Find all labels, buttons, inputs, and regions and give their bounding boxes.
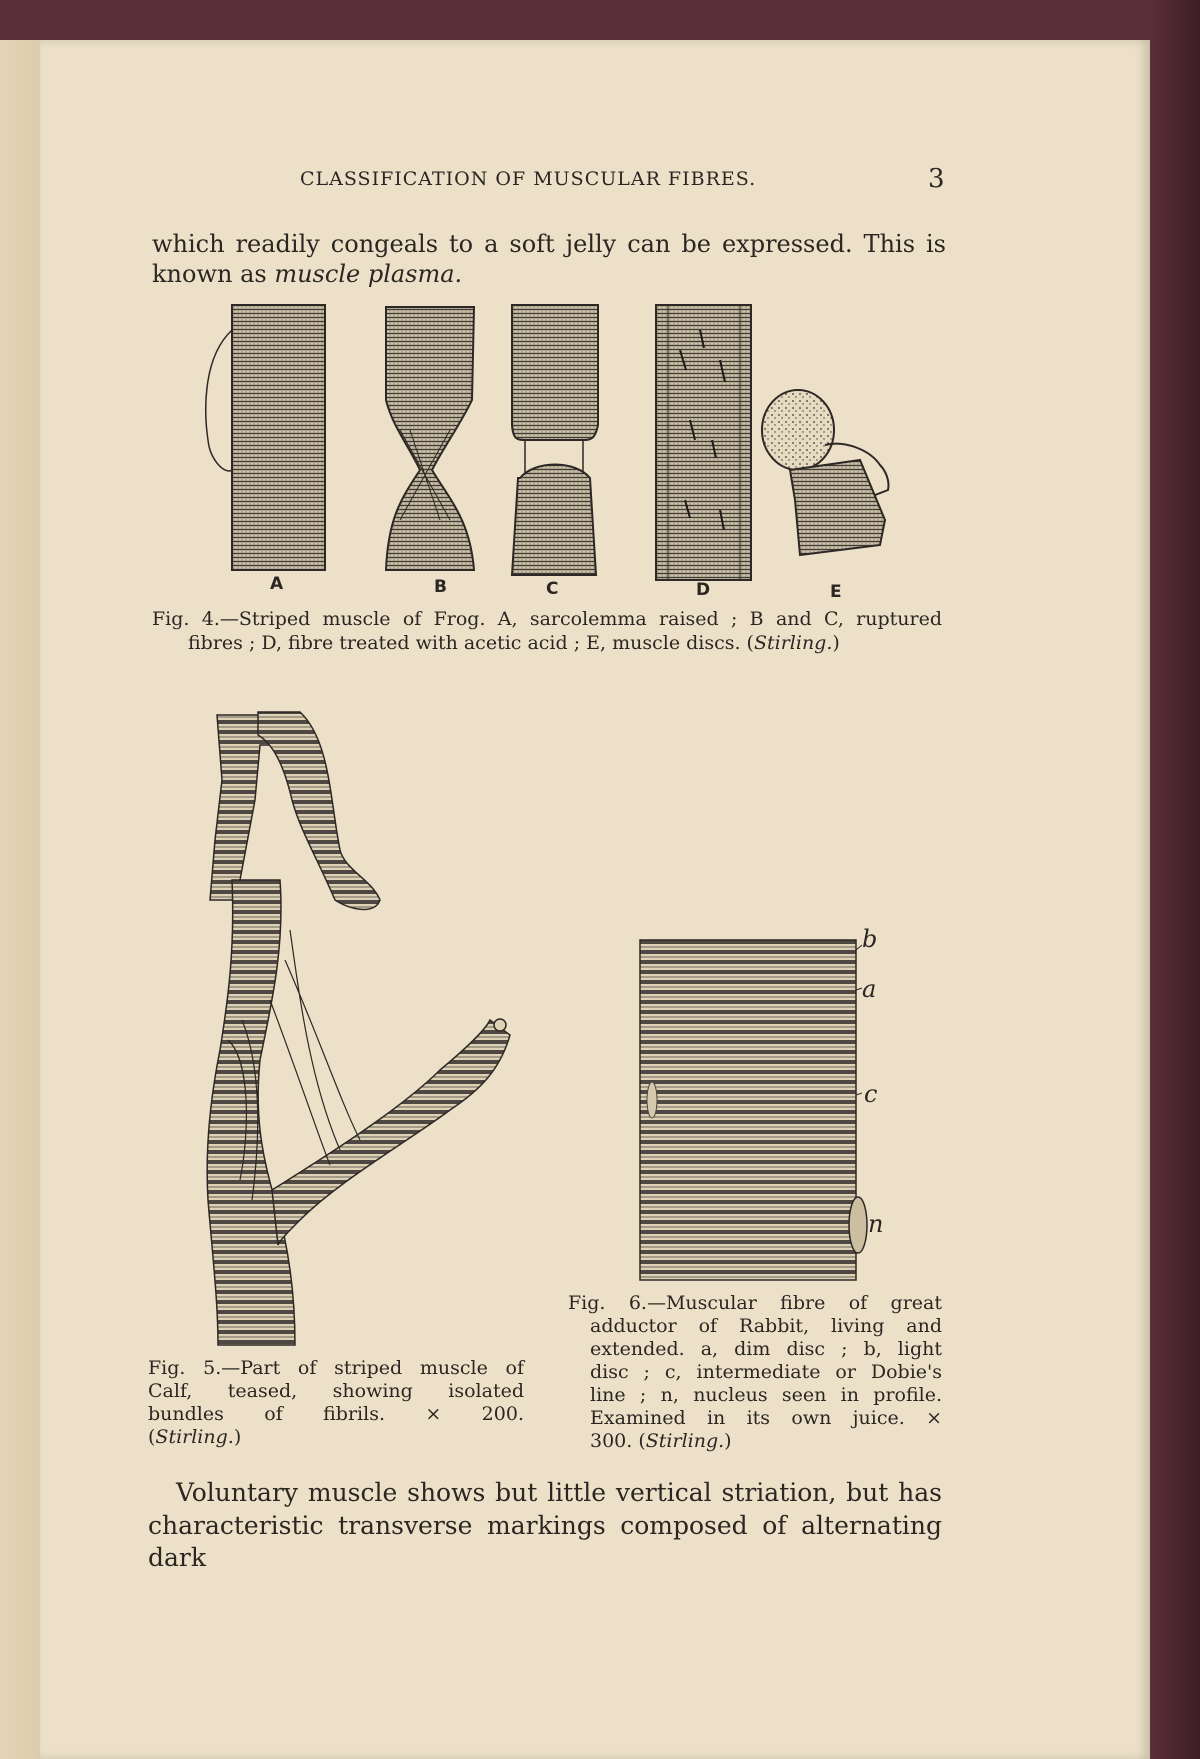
fig4-letter-a: A: [270, 574, 284, 594]
fig4-caption-line-1: Fig. 4.—Striped muscle of Frog. A, sarcolemma raised ; B and C, ruptured: [152, 608, 942, 630]
fig6-label-n: n: [868, 1210, 884, 1238]
fig6-caption-line-7-close: ): [724, 1430, 732, 1452]
fig5-caption-line-3: bundles of fibrils. × 200.: [148, 1403, 524, 1425]
fig4-caption-line-2-end: ): [832, 632, 840, 654]
fig5-caption-attribution: Stirling.: [155, 1426, 234, 1448]
closing-line-2: characteristic transverse markings composed of alternating dark: [148, 1511, 942, 1572]
fig6-caption-line-1: Fig. 6.—Muscular fibre of great: [568, 1292, 942, 1314]
fig6-label-a: a: [862, 975, 877, 1003]
fig6-label-c: c: [864, 1080, 878, 1108]
fig5-caption-line-4-open: (: [148, 1426, 156, 1448]
fig4-letter-c: C: [546, 579, 559, 599]
fig6-caption-line-4: disc ; c, intermediate or Dobie's: [590, 1361, 942, 1383]
fig4-letter-e: E: [830, 582, 842, 602]
closing-line-1: Voluntary muscle shows but little vertical striation, but has: [176, 1478, 942, 1507]
intro-line-1: which readily congeals to a soft jelly can be expressed. This is: [152, 230, 946, 258]
fig5-caption-line-4-close: ): [233, 1426, 242, 1448]
muscle-plasma-term: muscle plasma.: [274, 260, 463, 288]
fig4-letter-d: D: [696, 580, 711, 600]
fig6-caption-line-2: adductor of Rabbit, living and: [590, 1315, 942, 1337]
fig4-caption-attribution: Stirling.: [753, 632, 833, 654]
fig5-caption-line-1: Fig. 5.—Part of striped muscle of: [148, 1357, 524, 1379]
fig6-rabbit-fibre: [640, 940, 867, 1280]
fig4-caption-line-2-text: fibres ; D, fibre treated with acetic acid ; E, muscle discs. (: [188, 632, 754, 654]
fig6-caption-line-3: extended. a, dim disc ; b, light: [590, 1338, 942, 1360]
fig4-letter-b: B: [434, 577, 447, 597]
fig5-caption-line-2: Calf, teased, showing isolated: [148, 1380, 524, 1402]
fig6-caption-line-6: Examined in its own juice. ×: [590, 1407, 942, 1429]
intro-line-2-text: known as: [152, 260, 275, 288]
fig6-caption-line-7-text: 300. (: [590, 1430, 646, 1452]
page-number: 3: [928, 164, 945, 194]
fig6-label-b: b: [862, 925, 878, 953]
fig6-caption-line-7: [590, 1430, 942, 1452]
fig6-caption-line-5: line ; n, nucleus seen in profile.: [590, 1384, 942, 1406]
running-head: CLASSIFICATION OF MUSCULAR FIBRES.: [300, 168, 757, 190]
fig6-caption-attribution: Stirling.: [645, 1430, 725, 1452]
